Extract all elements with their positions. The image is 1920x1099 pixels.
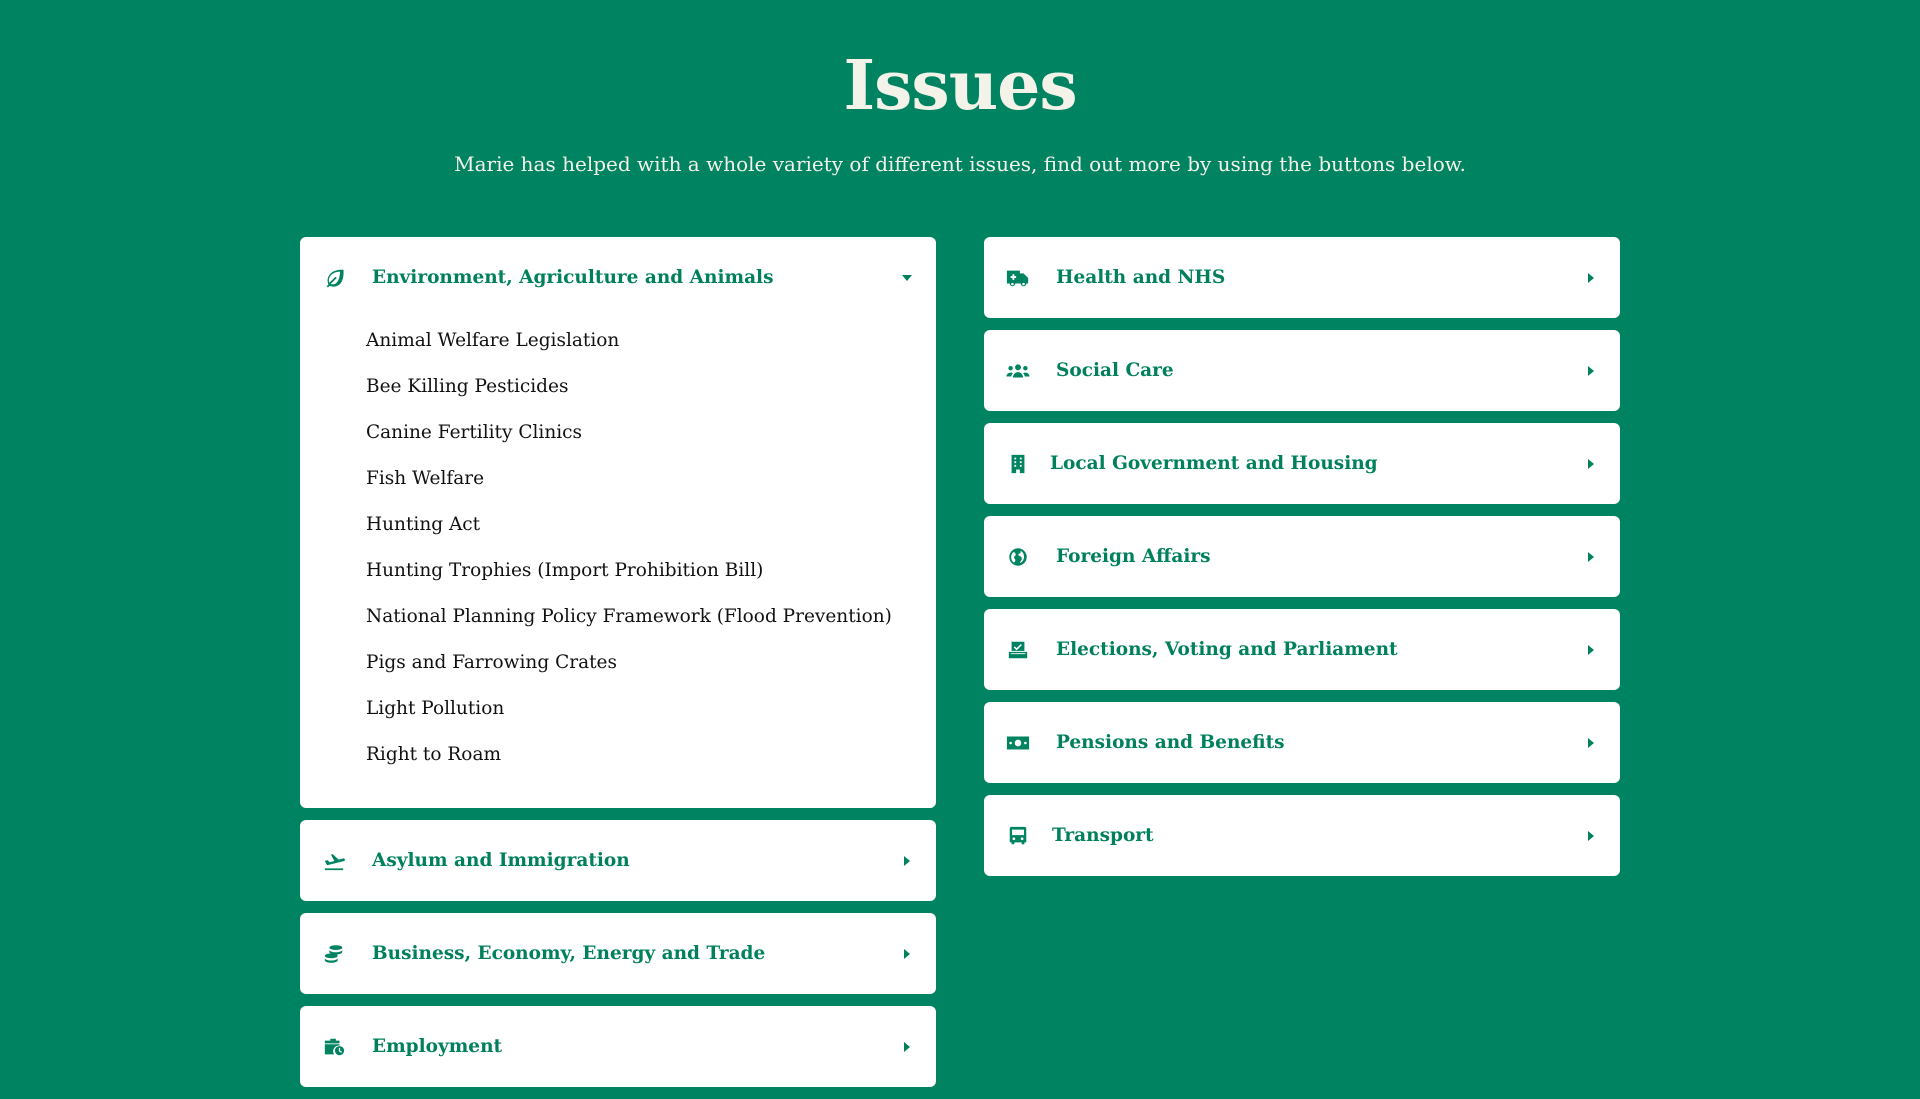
accordion-foreign-affairs [984, 516, 1620, 597]
plane-landing-icon [322, 849, 352, 873]
page-title: Issues [843, 46, 1077, 126]
people-group-icon [1006, 359, 1036, 383]
caret-down-icon [900, 271, 914, 285]
accordion-elections-voting [984, 609, 1620, 690]
accordion-employment [300, 1006, 936, 1087]
accordion-business-economy [300, 913, 936, 994]
accordion-environment [300, 237, 936, 808]
accordion-title: Environment, Agriculture and Animals [372, 267, 774, 288]
issue-link-canine-fertility-clinics[interactable]: Canine Fertility Clinics [366, 422, 583, 443]
accordion-title: Social Care [1056, 360, 1174, 381]
accordion-health-nhs [984, 237, 1620, 318]
globe-icon [1006, 545, 1036, 569]
issue-link-hunting-trophies[interactable]: Hunting Trophies (Import Prohibition Bill) [366, 560, 764, 581]
accordion-header-local-government-housing[interactable] [984, 423, 1620, 504]
building-icon [1006, 452, 1036, 476]
issue-link-national-planning-policy[interactable]: National Planning Policy Framework (Flood Prevention) [366, 606, 892, 627]
accordion-title: Local Government and Housing [1050, 453, 1378, 474]
caret-right-icon [1584, 643, 1598, 657]
accordion-title: Employment [372, 1036, 503, 1057]
accordion-header-social-care[interactable] [984, 330, 1620, 411]
accordion-title: Business, Economy, Energy and Trade [372, 943, 766, 964]
accordion-title: Transport [1052, 825, 1154, 846]
issue-link-light-pollution[interactable]: Light Pollution [366, 698, 505, 719]
briefcase-clock-icon [322, 1035, 352, 1059]
issues-column-right [984, 237, 1620, 888]
issue-link-bee-killing-pesticides[interactable]: Bee Killing Pesticides [366, 376, 569, 397]
accordion-title: Pensions and Benefits [1056, 732, 1285, 753]
issue-link-hunting-act[interactable]: Hunting Act [366, 514, 481, 535]
accordion-header-health-nhs[interactable] [984, 237, 1620, 318]
banknote-icon [1006, 731, 1036, 755]
issue-link-pigs-farrowing-crates[interactable]: Pigs and Farrowing Crates [366, 652, 617, 673]
caret-right-icon [1584, 457, 1598, 471]
accordion-local-government-housing [984, 423, 1620, 504]
caret-right-icon [900, 854, 914, 868]
accordion-header-foreign-affairs[interactable] [984, 516, 1620, 597]
accordion-social-care [984, 330, 1620, 411]
accordion-header-elections-voting[interactable] [984, 609, 1620, 690]
accordion-pensions-benefits [984, 702, 1620, 783]
issue-link-fish-welfare[interactable]: Fish Welfare [366, 468, 485, 489]
accordion-header-employment[interactable] [300, 1006, 936, 1087]
caret-right-icon [1584, 736, 1598, 750]
accordion-title: Foreign Affairs [1056, 546, 1211, 567]
ambulance-icon [1006, 266, 1036, 290]
intro-text: Marie has helped with a whole variety of different issues, find out more by using the buttons below. [454, 152, 1466, 176]
accordion-asylum-immigration [300, 820, 936, 901]
accordion-header-pensions-benefits[interactable] [984, 702, 1620, 783]
issue-link-animal-welfare-legislation[interactable]: Animal Welfare Legislation [366, 330, 620, 351]
coins-icon [322, 942, 352, 966]
caret-right-icon [1584, 271, 1598, 285]
accordion-header-business-economy[interactable] [300, 913, 936, 994]
accordion-title: Elections, Voting and Parliament [1056, 639, 1398, 660]
bus-icon [1006, 824, 1036, 848]
accordion-title: Health and NHS [1056, 267, 1226, 288]
accordion-header-transport[interactable] [984, 795, 1620, 876]
caret-right-icon [1584, 364, 1598, 378]
ballot-box-icon [1006, 638, 1036, 662]
issue-link-right-to-roam[interactable]: Right to Roam [366, 744, 502, 765]
caret-right-icon [900, 1040, 914, 1054]
accordion-title: Asylum and Immigration [372, 850, 630, 871]
accordion-body-environment [300, 318, 936, 808]
leaf-icon [322, 266, 352, 290]
accordion-header-asylum-immigration[interactable] [300, 820, 936, 901]
accordion-header-environment[interactable] [300, 237, 936, 318]
accordion-transport [984, 795, 1620, 876]
caret-right-icon [900, 947, 914, 961]
caret-right-icon [1584, 829, 1598, 843]
issues-column-left [300, 237, 936, 1099]
caret-right-icon [1584, 550, 1598, 564]
